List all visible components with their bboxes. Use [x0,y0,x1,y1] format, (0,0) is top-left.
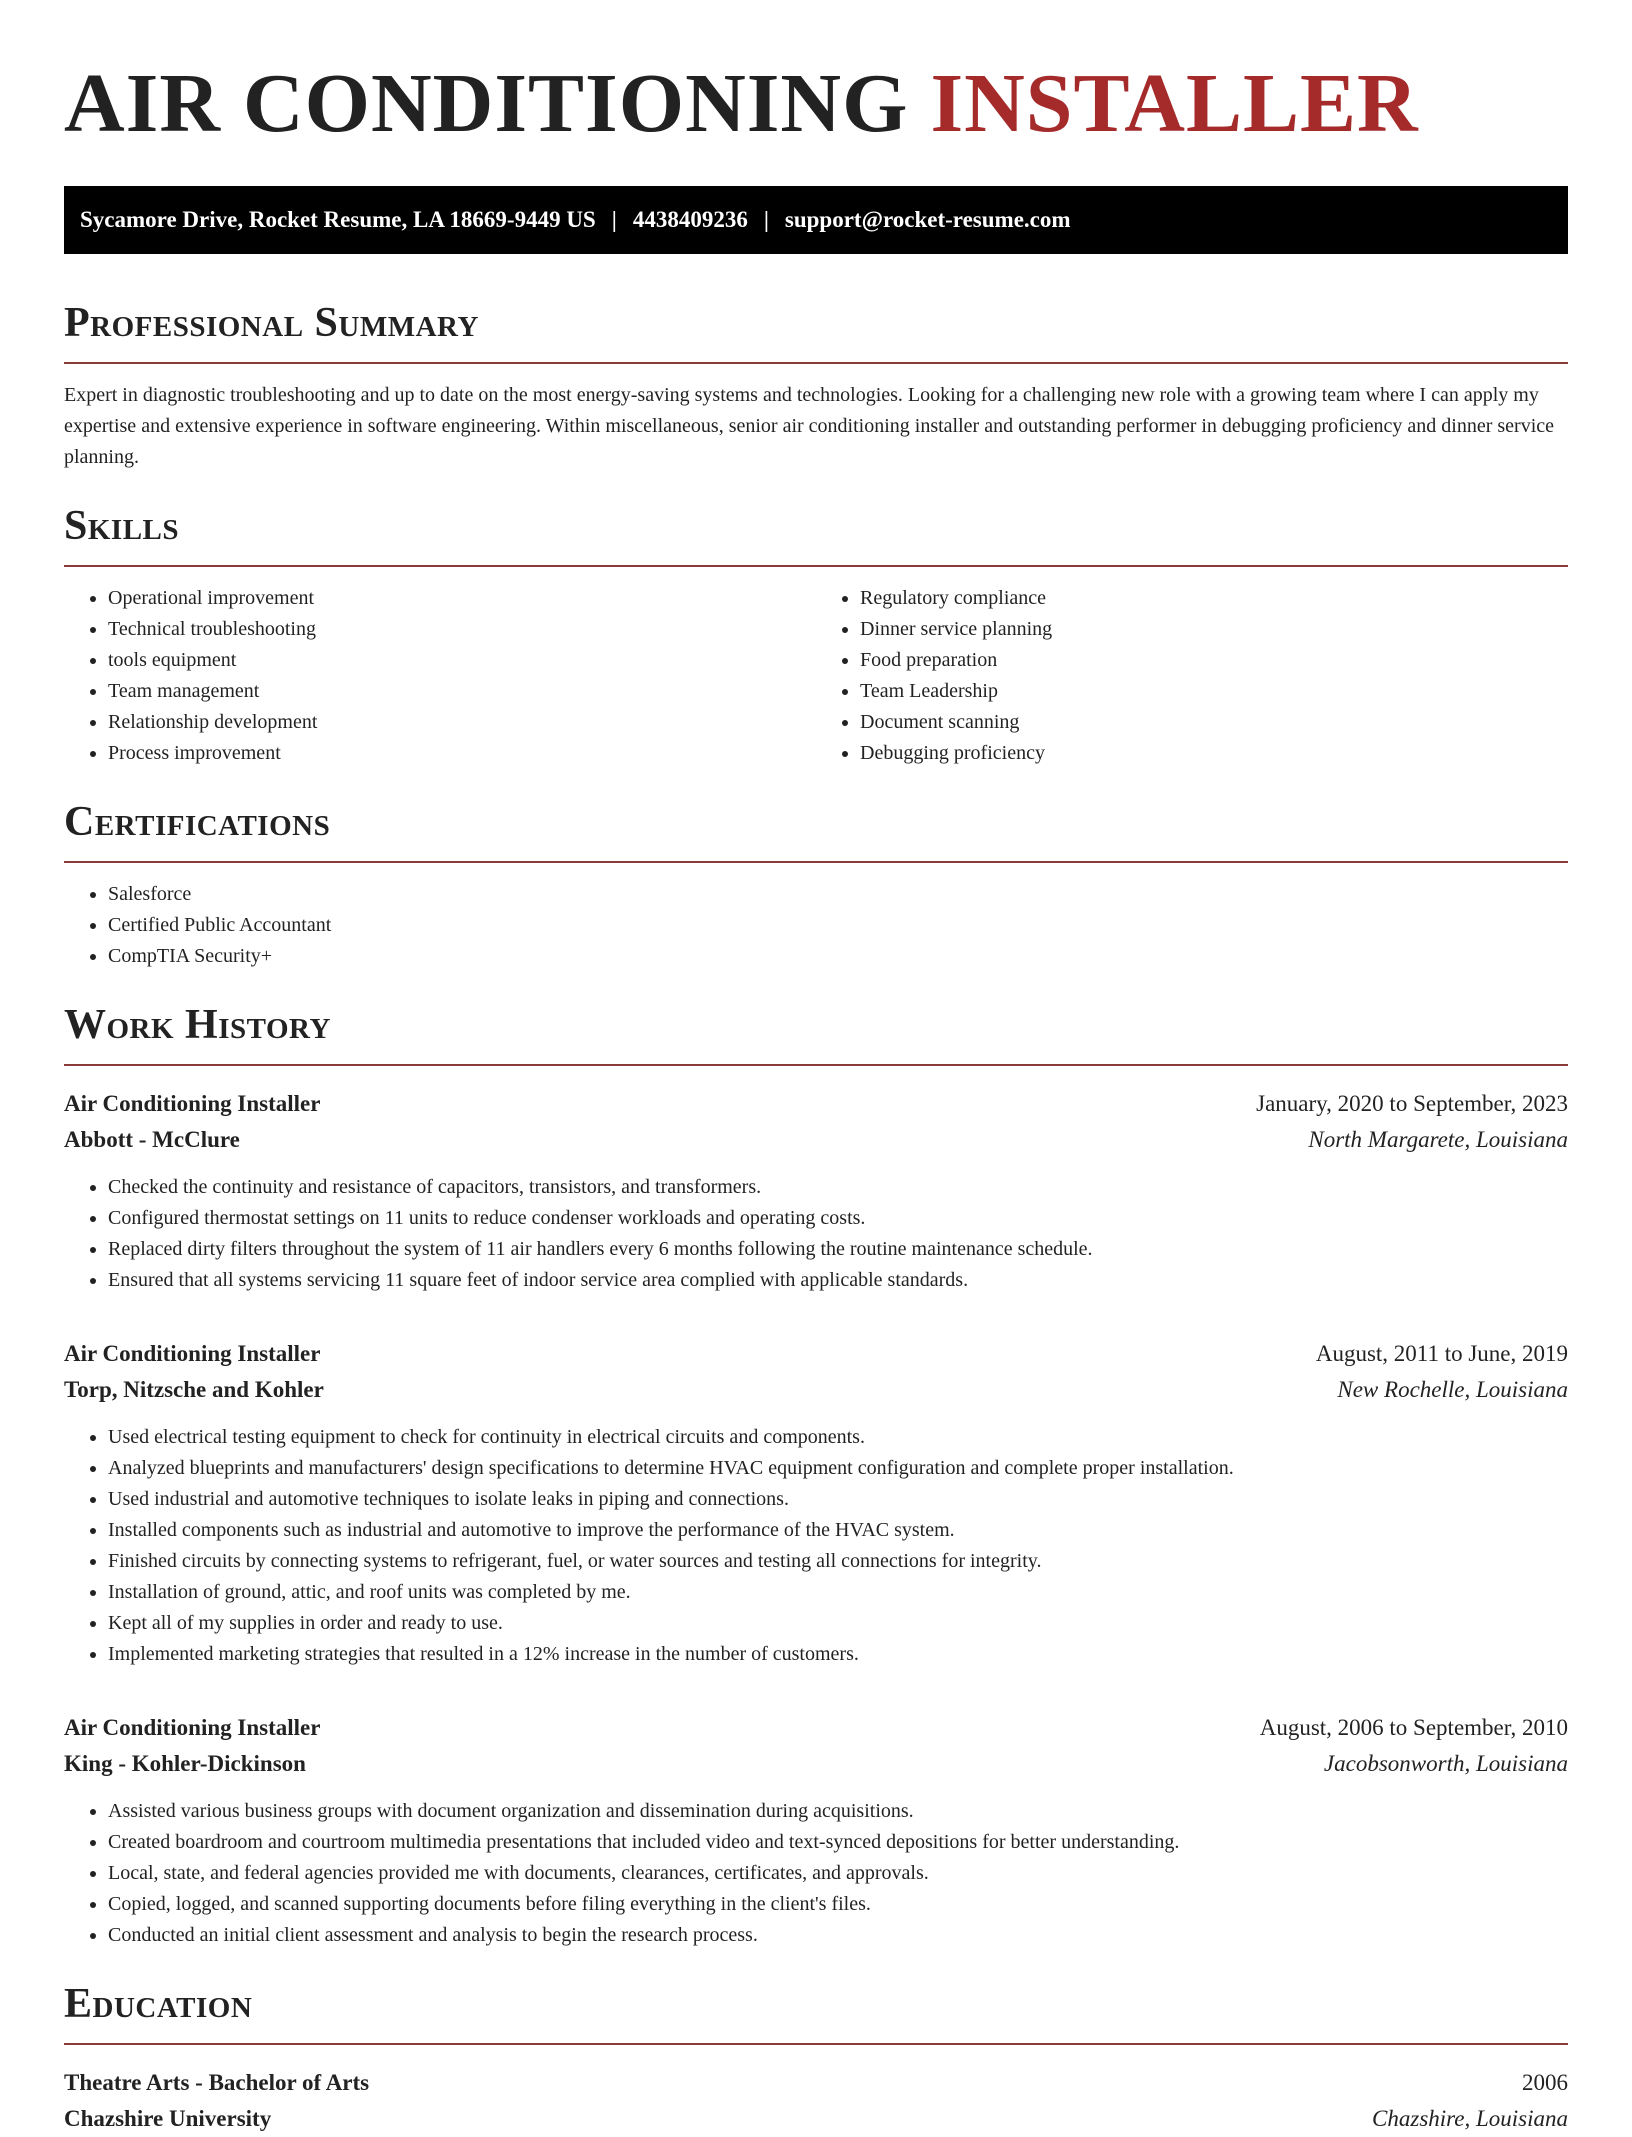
contact-phone: 4438409236 [632,207,748,232]
job-dates: August, 2011 to June, 2019 [1315,1341,1568,1366]
education-school-row [64,2101,1568,2137]
job-bullet: • Copied, logged, and scanned supporting documents before filing everything in the client's files. [108,1889,1568,1920]
job-title-row [64,1336,1568,1372]
job-company: Abbott - McClure [64,1127,240,1152]
job-entry [64,1086,1568,1296]
job-bullet: • Conducted an initial client assessment and analysis to begin the research process. [108,1920,1568,1951]
job-bullet: • Ensured that all systems servicing 11 square feet of indoor service area complied with applicable standards. [108,1265,1568,1296]
job-company-row [64,1372,1568,1408]
certifications-section [64,797,1568,972]
skill-item: • Food preparation [860,645,1568,676]
job-bullet: • Used industrial and automotive techniques to isolate leaks in piping and connections. [108,1484,1568,1515]
education-heading: Education [64,1981,253,2027]
job-location: North Margarete, Louisiana [1308,1127,1568,1152]
job-title-row [64,1086,1568,1122]
contact-email: support@rocket-resume.com [784,207,1071,232]
education-school: Chazshire University [64,2106,272,2131]
job-dates: January, 2020 to September, 2023 [1256,1091,1568,1116]
job-bullet: • Checked the continuity and resistance of capacitors, transistors, and transformers. [108,1172,1568,1203]
skills-section [64,501,1568,769]
job-role: Air Conditioning Installer [64,1091,321,1116]
job-company-row [64,1122,1568,1158]
job-bullet: • Implemented marketing strategies that resulted in a 12% increase in the number of customers. [108,1639,1568,1670]
job-bullets [64,1172,1568,1296]
job-role: Air Conditioning Installer [64,1341,321,1366]
job-bullet: • Assisted various business groups with document organization and dissemination during acquisitions. [108,1796,1568,1827]
education-location: Chazshire, Louisiana [1372,2106,1568,2131]
contact-address: Sycamore Drive, Rocket Resume, LA 18669-9449 US [80,207,596,232]
certification-item: • Salesforce [108,879,1568,910]
certifications-heading: Certifications [64,799,331,845]
job-bullet: • Analyzed blueprints and manufacturers' design specifications to determine HVAC equipment configuration and complete proper installation. [108,1453,1568,1484]
section-divider [64,1064,1568,1066]
job-company: King - Kohler-Dickinson [64,1751,306,1776]
skill-item: • Team Leadership [860,676,1568,707]
resume-name [64,56,1568,152]
job-role: Air Conditioning Installer [64,1715,321,1740]
job-bullet: • Created boardroom and courtroom multimedia presentations that included video and text-synced depositions for better understanding. [108,1827,1568,1858]
certification-item: • Certified Public Accountant [108,910,1568,941]
education-degree-row [64,2065,1568,2101]
job-location: New Rochelle, Louisiana [1337,1377,1568,1402]
job-title-row [64,1710,1568,1746]
skill-item: • Regulatory compliance [860,583,1568,614]
skill-item: • Operational improvement [108,583,816,614]
job-bullets [64,1796,1568,1951]
summary-section [64,298,1568,473]
skills-list-left [64,583,816,769]
skill-item: • Relationship development [108,707,816,738]
contact-separator: | [763,207,769,232]
skill-item: • Team management [108,676,816,707]
job-bullet: • Configured thermostat settings on 11 units to reduce condenser workloads and operating costs. [108,1203,1568,1234]
job-company-row [64,1746,1568,1782]
name-first: AIR CONDITIONING [64,57,909,150]
section-divider [64,2043,1568,2045]
job-bullet: • Kept all of my supplies in order and ready to use. [108,1608,1568,1639]
contact-bar [64,186,1568,254]
job-entry [64,1336,1568,1670]
work-history-heading: Work History [64,1002,331,1048]
job-bullet: • Local, state, and federal agencies provided me with documents, clearances, certificates, and approvals. [108,1858,1568,1889]
skill-item: • Technical troubleshooting [108,614,816,645]
skill-item: • tools equipment [108,645,816,676]
summary-text: Expert in diagnostic troubleshooting and up to date on the most energy-saving systems and technologies. Looking for a challenging new role with a growing team where I can apply my expertise and extensive experience in software engineering. Within miscellaneous, senior air conditioning installer and outstanding performer in debugging proficiency and dinner service planning. [64,384,1555,468]
job-bullet: • Installation of ground, attic, and roof units was completed by me. [108,1577,1568,1608]
job-bullet: • Used electrical testing equipment to check for continuity in electrical circuits and components. [108,1422,1568,1453]
job-location: Jacobsonworth, Louisiana [1323,1751,1568,1776]
job-bullet: • Finished circuits by connecting systems to refrigerant, fuel, or water sources and testing all connections for integrity. [108,1546,1568,1577]
skill-item: • Process improvement [108,738,816,769]
job-company: Torp, Nitzsche and Kohler [64,1377,324,1402]
name-accent: INSTALLER [930,57,1419,150]
skills-list-right [816,583,1568,769]
skills-heading: Skills [64,503,180,549]
summary-heading: Professional Summary [64,300,479,346]
education-year: 2006 [1522,2070,1568,2095]
skills-columns [64,567,1568,769]
job-bullet: • Replaced dirty filters throughout the system of 11 air handlers every 6 months following the routine maintenance schedule. [108,1234,1568,1265]
skill-item: • Document scanning [860,707,1568,738]
certifications-list [64,879,1568,972]
education-section [64,1979,1568,2137]
section-divider [64,362,1568,364]
job-dates: August, 2006 to September, 2010 [1259,1715,1568,1740]
contact-separator: | [611,207,617,232]
skill-item: • Dinner service planning [860,614,1568,645]
certification-item: • CompTIA Security+ [108,941,1568,972]
skill-item: • Debugging proficiency [860,738,1568,769]
work-history-section [64,1000,1568,1951]
education-degree: Theatre Arts - Bachelor of Arts [64,2070,370,2095]
job-bullet: • Installed components such as industrial and automotive to improve the performance of the HVAC system. [108,1515,1568,1546]
section-divider [64,861,1568,863]
job-bullets [64,1422,1568,1670]
job-entry [64,1710,1568,1951]
education-entry [64,2065,1568,2137]
